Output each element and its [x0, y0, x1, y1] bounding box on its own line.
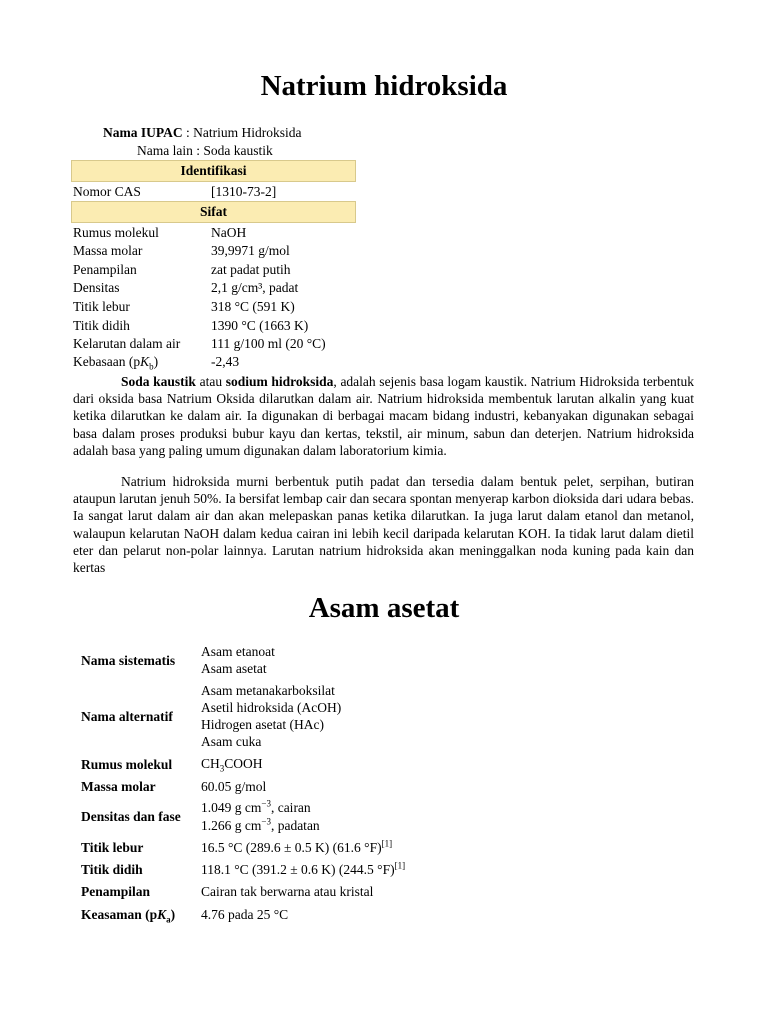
systematic-name-2: Asam asetat — [201, 661, 267, 676]
density-liquid — [201, 799, 311, 816]
property-label: Penampilan — [73, 262, 137, 277]
property-label: Titik lebur — [73, 299, 130, 314]
melting-point-label: Titik lebur — [81, 840, 144, 855]
alternative-name-label: Nama alternatif — [81, 709, 173, 724]
basicity-value: -2,43 — [211, 354, 240, 369]
acidity-post: ) — [170, 907, 176, 922]
basicity-label-post: ) — [153, 354, 159, 369]
basicity-label — [73, 353, 158, 371]
alternative-name-1: Asam metanakarboksilat — [201, 683, 335, 698]
melting-point-value — [201, 839, 392, 856]
property-label: Massa molar — [73, 243, 143, 258]
alternative-name-2: Asetil hidroksida (AcOH) — [201, 700, 342, 715]
property-value: 2,1 g/cm³, padat — [211, 280, 299, 295]
iupac-name — [103, 124, 302, 142]
formula-label: Rumus molekul — [81, 757, 173, 772]
p1-text-1: atau — [195, 374, 226, 389]
property-value: 111 g/100 ml (20 °C) — [211, 336, 326, 351]
boiling-point-value — [201, 861, 405, 878]
melting-text: 16.5 °C (289.6 ± 0.5 K) (61.6 °F) — [201, 840, 382, 855]
appearance-value: Cairan tak berwarna atau kristal — [201, 884, 374, 899]
cas-label: Nomor CAS — [73, 184, 141, 199]
property-value: 318 °C (591 K) — [211, 299, 295, 314]
alternative-name-4: Asam cuka — [201, 734, 262, 749]
molar-mass-label: Massa molar — [81, 779, 156, 794]
density-solid — [201, 817, 320, 834]
systematic-name-label: Nama sistematis — [81, 653, 176, 668]
acidity-k: K — [157, 907, 167, 922]
formula-b: COOH — [224, 756, 263, 771]
density-2sup: −3 — [261, 816, 271, 827]
acidity-sub: a — [166, 914, 171, 925]
p1-bold-1: Soda kaustik — [121, 374, 196, 389]
formula-sub: 3 — [219, 763, 225, 774]
systematic-name-1: Asam etanoat — [201, 644, 275, 659]
other-name: Nama lain : Soda kaustik — [137, 143, 273, 158]
acidity-label — [81, 906, 175, 924]
appearance-label: Penampilan — [81, 884, 151, 899]
p1-rest: , adalah sejenis basa logam kaustik. Natrium Hidroksida terbentuk dari oksida basa Natrium Oksida dilarutkan dalam air. Natrium hidroksida membentuk larutan alkalin yang kuat ketika dilarutkan ke dalam air. Ia digunakan di berbagai macam bidang industri, kebanyakan digunakan sebagai basa dalam proses produksi bubur kayu dan kertas, tekstil, air minum, sabun dan deterjen. Natrium hidroksida adalah basa yang paling umum digunakan dalam laboratorium kimia. — [73, 374, 694, 458]
basicity-label-pre: Kebasaan (p — [73, 354, 141, 369]
cas-value: [1310-73-2] — [211, 184, 277, 199]
basicity-label-sub: b — [149, 361, 154, 372]
boiling-ref[interactable]: [1] — [394, 860, 406, 871]
property-label: Kelarutan dalam air — [73, 336, 181, 351]
density-1a: 1.049 g cm — [201, 800, 262, 815]
density-label: Densitas dan fase — [81, 809, 181, 824]
property-value: 1390 °C (1663 K) — [211, 318, 309, 333]
property-value: zat padat putih — [211, 262, 291, 277]
property-value: 39,9971 g/mol — [211, 243, 290, 258]
molar-mass-value: 60.05 g/mol — [201, 779, 267, 794]
acidity-value: 4.76 pada 25 °C — [201, 907, 289, 922]
iupac-value: Natrium Hidroksida — [193, 125, 302, 140]
boiling-text: 118.1 °C (391.2 ± 0.6 K) (244.5 °F) — [201, 862, 395, 877]
density-1b: , cairan — [270, 800, 311, 815]
acetic-title: Asam asetat — [308, 592, 460, 624]
property-label: Titik didih — [73, 318, 130, 333]
section-header-identification: Identifikasi — [71, 160, 356, 182]
melting-ref[interactable]: [1] — [381, 838, 393, 849]
boiling-point-label: Titik didih — [81, 862, 143, 877]
property-label: Rumus molekul — [73, 225, 159, 240]
formula-a: CH — [201, 756, 220, 771]
alternative-name-3: Hidrogen asetat (HAc) — [201, 717, 324, 732]
iupac-separator: : — [182, 125, 194, 140]
density-1sup: −3 — [261, 798, 271, 809]
property-label: Densitas — [73, 280, 120, 295]
section-header-properties: Sifat — [71, 201, 356, 223]
basicity-label-k: K — [140, 354, 150, 369]
density-2b: , padatan — [270, 818, 320, 833]
naoh-paragraph-1 — [73, 373, 694, 459]
property-value: NaOH — [211, 225, 247, 240]
p1-bold-2: sodium hidroksida — [225, 374, 334, 389]
density-2a: 1.266 g cm — [201, 818, 262, 833]
iupac-label: Nama IUPAC — [103, 125, 183, 140]
naoh-title: Natrium hidroksida — [260, 70, 508, 102]
acidity-pre: Keasaman (p — [81, 907, 158, 922]
naoh-paragraph-2: Natrium hidroksida murni berbentuk putih padat dan tersedia dalam bentuk pelet, serpihan, butiran ataupun larutan jenuh 50%. Ia bersifat lembap cair dan secara spontan menyerap karbon dioksida dari udara bebas. Ia sangat larut dalam air dan akan melepaskan panas ketika dilarutkan. Ia juga larut dalam etanol dan metanol, walaupun kelarutan NaOH dalam kedua cairan ini lebih kecil daripada kelarutan KOH. Ia tidak larut dalam dietil eter dan pelarut non-polar lainnya. Larutan natrium hidroksida akan meninggalkan noda kuning pada kain dan kertas — [73, 474, 694, 576]
formula-value — [201, 755, 263, 772]
